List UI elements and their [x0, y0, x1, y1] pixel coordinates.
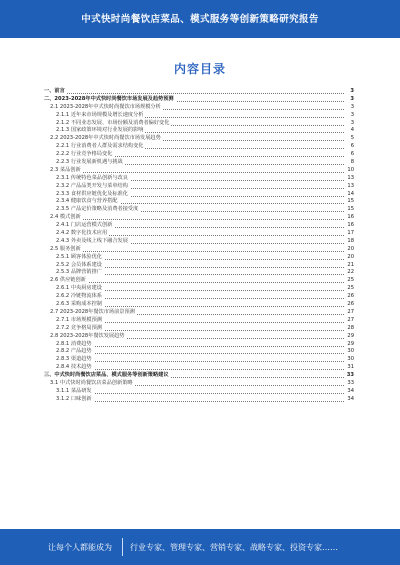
toc-entry-title: 3.1.1 菜品研发 [56, 387, 92, 394]
toc-entry[interactable] [44, 206, 354, 214]
toc-entry-page: 3 [344, 112, 354, 120]
toc-leader-dots [50, 219, 344, 220]
toc-entry-title: 二、2023-2028年中式快时尚餐饮市场发展及趋势预测 [44, 95, 174, 102]
toc-entry-page: 22 [344, 269, 354, 277]
toc-entry[interactable] [44, 104, 354, 112]
toc-entry-page: 29 [344, 341, 354, 349]
toc-entry-title: 2.8.2 产品趋势 [56, 348, 92, 355]
toc-entry[interactable] [44, 246, 354, 254]
toc-entry-title: 2.2.3 行业发展新机遇与挑战 [56, 159, 123, 166]
toc-leader-dots [44, 93, 344, 94]
toc-entry[interactable] [44, 317, 354, 325]
footer-slogan-left: 让每个人都能成为 [48, 543, 112, 552]
toc-leader-dots [50, 251, 344, 252]
toc-entry[interactable] [44, 333, 354, 341]
toc-entry[interactable] [44, 301, 354, 309]
toc-entry-page: 30 [344, 356, 354, 364]
toc-entry-title: 2.8.1 消费趋势 [56, 340, 92, 347]
toc-entry[interactable] [44, 112, 354, 120]
toc-entry-page: 25 [344, 285, 354, 293]
toc-entry[interactable] [44, 356, 354, 364]
toc-entry-page: 5 [344, 135, 354, 143]
toc-leader-dots [50, 172, 344, 173]
toc-entry-page: 33 [344, 380, 354, 388]
toc-entry[interactable] [44, 269, 354, 277]
toc-entry-page: 21 [344, 262, 354, 270]
toc-entry-title: 2.5 服务创新 [50, 245, 81, 252]
toc-entry-page: 13 [344, 183, 354, 191]
toc-leader-dots [56, 369, 344, 370]
toc-entry-page: 15 [344, 206, 354, 214]
toc-entry-page: 20 [344, 246, 354, 254]
toc-entry-page: 8 [344, 159, 354, 167]
toc-entry-title: 2.4 模式创新 [50, 214, 81, 221]
toc-entry-page: 16 [344, 222, 354, 230]
toc-entry[interactable] [44, 214, 354, 222]
toc-entry[interactable] [44, 143, 354, 151]
toc-entry-title: 2.6.3 采购成本控制 [56, 301, 102, 308]
toc-entry-page: 27 [344, 309, 354, 317]
toc-leader-dots [56, 401, 344, 402]
toc-entry[interactable] [44, 88, 354, 96]
report-header [0, 0, 400, 38]
toc-entry-title: 2.1.3 国家政策环境对行业发展的影响 [56, 127, 144, 134]
toc-leader-dots [56, 346, 344, 347]
toc-entry-title: 2.7 2023-2028年餐饮市场前景预测 [50, 308, 135, 315]
toc-entry-title: 2.2 2023-2028年中式快时尚餐饮市场发展趋势 [50, 135, 161, 142]
toc-leader-dots [50, 282, 344, 283]
toc-entry[interactable] [44, 388, 354, 396]
toc-entry-page: 15 [344, 198, 354, 206]
toc-entry-title: 2.8 2023-2028年餐饮发展趋势 [50, 332, 125, 339]
toc-entry-page: 14 [344, 191, 354, 199]
toc-entry[interactable] [44, 309, 354, 317]
toc-entry[interactable] [44, 230, 354, 238]
toc-entry-page: 28 [344, 325, 354, 333]
toc-entry-page: 25 [344, 277, 354, 285]
toc-entry-title: 2.4.2 数字化技术应用 [56, 230, 108, 237]
toc-entry-page: 4 [344, 127, 354, 135]
toc-entry-title: 2.2.1 行业消费者人群及需求结构变化 [56, 143, 144, 150]
toc-entry-page: 10 [344, 167, 354, 175]
toc-entry-title: 2.7.2 竞争格局预测 [56, 324, 102, 331]
toc-entry-title: 2.1.2 不同业态发展、市场份额及消费者偏好变化 [56, 119, 170, 126]
toc-entry-page: 31 [344, 364, 354, 372]
toc-entry-title: 2.3.1 传统特色菜品创新与改良 [56, 174, 128, 181]
toc-entry-title: 2.4.1 门店运营模式创新 [56, 222, 113, 229]
toc-entry-page: 26 [344, 301, 354, 309]
toc-entry[interactable] [44, 372, 354, 380]
toc-entry[interactable] [44, 175, 354, 183]
toc-entry-title: 2.5.3 品牌营销推广 [56, 269, 102, 276]
toc-entry[interactable] [44, 285, 354, 293]
toc-entry-title: 2.8.3 渠道趋势 [56, 356, 92, 363]
toc-entry[interactable] [44, 167, 354, 175]
toc-entry-title: 2.6 供应链创新 [50, 277, 86, 284]
toc-entry-page: 30 [344, 348, 354, 356]
toc-entry-page: 3 [344, 96, 354, 104]
toc-entry-page: 20 [344, 254, 354, 262]
toc-entry-title: 3.1.2 口味创新 [56, 395, 92, 402]
toc-entry-title: 2.6.2 冷链物流体系 [56, 293, 102, 300]
toc-leader-dots [56, 361, 344, 362]
toc-entry-page: 3 [344, 120, 354, 128]
toc-entry[interactable] [44, 380, 354, 388]
toc-entry-page: 3 [344, 104, 354, 112]
toc-entry-page: 27 [344, 317, 354, 325]
toc-entry-page: 13 [344, 175, 354, 183]
toc-entry-page: 29 [344, 333, 354, 341]
toc-entry-page: 3 [344, 88, 354, 96]
footer-divider [122, 538, 123, 556]
toc-entry-title: 2.1.1 近年来市场规模及增长速度分析 [56, 111, 144, 118]
toc-entry-title: 2.3.3 食材供应链优化及标准化 [56, 190, 128, 197]
report-title: 中式快时尚餐饮店菜品、模式服务等创新策略研究报告 [81, 14, 319, 25]
toc-entry-title: 3.1 中式快时尚餐饮店菜品创新策略 [50, 379, 133, 386]
toc-entry-page: 17 [344, 230, 354, 238]
toc-leader-dots [56, 353, 344, 354]
toc-entry-page: 34 [344, 388, 354, 396]
toc-heading: 内容目录 [173, 62, 226, 76]
toc-entry-title: 2.8.4 技术趋势 [56, 364, 92, 371]
toc-entry-title: 2.7.1 市场规模预测 [56, 316, 102, 323]
toc-entry-page: 6 [344, 143, 354, 151]
toc-entry[interactable] [44, 364, 354, 372]
toc-entry[interactable] [44, 238, 354, 246]
toc-entry-page: 6 [344, 151, 354, 159]
toc-leader-dots [56, 393, 344, 394]
table-of-contents [44, 88, 354, 404]
toc-entry[interactable] [44, 254, 354, 262]
toc-entry[interactable] [44, 293, 354, 301]
toc-entry-page: 18 [344, 238, 354, 246]
toc-entry-title: 一、前言 [44, 88, 65, 94]
toc-entry-title: 2.6.1 中央厨房建设 [56, 285, 102, 292]
toc-entry-title: 2.2.2 行业竞争格局变化 [56, 151, 113, 158]
toc-entry-title: 2.3.4 健康饮食与营养搭配 [56, 198, 118, 205]
toc-entry[interactable] [44, 396, 354, 404]
toc-entry[interactable] [44, 183, 354, 191]
toc-entry-page: 16 [344, 214, 354, 222]
report-footer [0, 529, 400, 565]
toc-entry-title: 2.3 菜品创新 [50, 166, 81, 173]
footer-slogan-right: 行业专家、管理专家、营销专家、战略专家、投资专家…… [130, 543, 338, 552]
toc-entry-title: 2.3.5 产品定价策略及消费者接受度 [56, 206, 139, 213]
toc-entry-title: 2.3.2 产品品类开发与菜单结构 [56, 182, 128, 189]
toc-entry-title: 2.5.1 顾客体验优化 [56, 253, 102, 260]
toc-entry-page: 26 [344, 293, 354, 301]
toc-entry[interactable] [44, 151, 354, 159]
toc-entry[interactable] [44, 325, 354, 333]
toc-entry[interactable] [44, 96, 354, 104]
toc-entry[interactable] [44, 222, 354, 230]
toc-entry-page: 34 [344, 396, 354, 404]
toc-entry[interactable] [44, 159, 354, 167]
toc-entry-title: 2.5.2 会员体系建设 [56, 261, 102, 268]
toc-entry-title: 2.1 2023-2028年中式快时尚餐饮市场规模分析 [50, 103, 161, 110]
toc-entry-title: 2.4.3 外卖及线上线下融合发展 [56, 237, 128, 244]
toc-entry-title: 三、中式快时尚餐饮店菜品、模式服务等创新策略建议 [44, 372, 169, 379]
toc-entry-page: 33 [344, 372, 354, 380]
